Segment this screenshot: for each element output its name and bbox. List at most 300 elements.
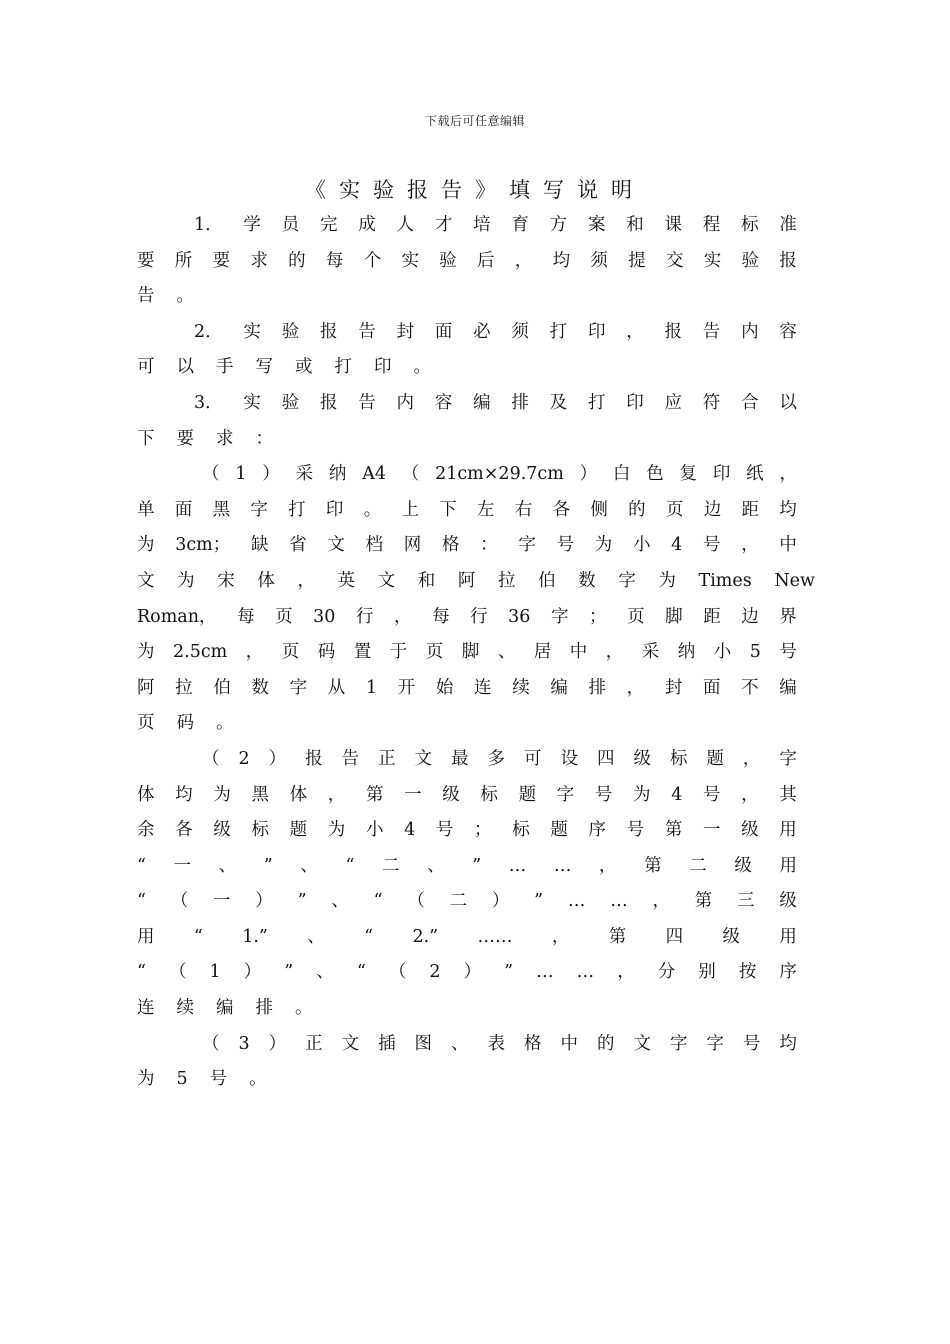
text-token: 3 [238,1033,250,1054]
text-line [137,635,797,671]
text-token: 。 [216,713,234,734]
text-token: 。 [295,998,313,1019]
text-line [137,991,797,1027]
text-token: 及 [549,392,568,413]
text-token: 小 [365,820,384,841]
text-token: 报 [664,321,683,342]
text-token: ， [551,926,570,947]
text-token: 设 [560,748,578,769]
text-token: 二 [382,855,400,876]
text-token: 标 [669,748,688,769]
text-line [137,778,797,814]
text-token: 体 [289,784,308,805]
text-token: “ [356,962,366,983]
text-token: 为 [594,535,613,556]
text-token: 告 [137,286,155,307]
text-token: 编 [779,677,797,698]
text-token: ” [534,891,544,912]
text-token: 可 [137,357,155,378]
text-token: 复 [679,464,698,485]
text-token: 均 [175,784,193,805]
text-token: 页 [275,606,293,627]
text-token: 打 [549,321,568,342]
text-token: ） [579,464,598,485]
text-line [137,884,797,920]
text-token: 的 [628,499,646,520]
text-line [137,208,797,244]
text-token: ， [742,748,761,769]
text-line [137,813,797,849]
text-token: ， [652,891,670,912]
text-token: 5 [749,642,761,663]
text-token: 体 [137,784,155,805]
text-token: 写 [255,357,273,378]
text-token: 码 [176,713,194,734]
text-token: 二 [689,855,707,876]
text-token: ” [472,855,482,876]
text-token: 文 [633,1033,651,1054]
text-token: 方 [549,215,568,235]
text-token: 成 [358,215,376,235]
text-token: ， [599,855,617,876]
text-token: 二 [449,891,468,912]
text-token: “ [364,926,374,947]
text-token: 级 [722,926,740,947]
text-token: （ [169,962,187,983]
text-token: 、 [497,642,516,663]
text-token: 应 [664,392,683,413]
text-token: ） [255,891,273,912]
text-token: 、 [331,891,349,912]
text-token: 表 [487,1033,506,1054]
text-token: 学 [243,215,261,235]
text-token: 小 [632,535,651,556]
text-token: 距 [703,606,721,627]
text-token: 伯 [213,677,231,698]
text-token: “ [137,962,146,983]
text-token: 各 [175,820,193,841]
text-token: 题 [518,784,537,805]
text-token: 、 [218,855,237,876]
text-token: 内 [741,321,759,342]
text-token: 余 [137,820,155,841]
text-token: 字 [518,535,536,556]
text-token: 用 [779,855,797,876]
text-token: （ [202,464,220,485]
text-token: 题 [289,820,308,841]
text-token: 右 [514,499,533,520]
text-token: 为 [137,1069,155,1090]
text-token: 准 [779,215,797,235]
text-token: 的 [288,250,306,271]
text-token: 、 [316,962,334,983]
text-token: 印 [626,392,644,413]
text-token: 字 [618,570,636,591]
text-token: 。 [413,357,431,378]
text-token: 连 [474,677,492,698]
text-token: 验 [439,250,457,271]
text-token: 页 [137,713,155,734]
text-token: 要 [176,428,194,449]
text-token: 采 [641,642,660,663]
text-token: 以 [176,357,194,378]
text-token: 三 [737,891,755,912]
text-line [137,493,797,529]
text-token: ， [394,606,412,627]
text-token: 告 [702,321,721,342]
text-token: 封 [396,321,415,342]
text-token: 中 [779,535,797,556]
text-token: 。 [363,499,382,520]
text-token: 采 [295,464,314,485]
text-token: ） [243,962,262,983]
text-token: 宋 [217,570,235,591]
text-token: 交 [665,250,684,271]
text-token: 为 [137,642,155,663]
text-token: 报 [319,321,338,342]
text-line [137,244,797,280]
text-token: ） [463,962,482,983]
text-token: （ [202,748,220,769]
text-token: 排 [255,998,273,1019]
text-token: 号 [626,820,645,841]
text-token: 边 [741,606,759,627]
text-token: 题 [550,820,568,841]
text-token: 号 [594,784,613,805]
text-token: 均 [552,250,571,271]
text-token: 缺 [250,535,269,556]
text-token: ， [514,250,533,271]
text-token: 码 [317,642,336,663]
text-token: 可 [524,748,542,769]
text-token: 行 [470,606,488,627]
text-token: ” [297,891,307,912]
text-token: 字 [250,499,268,520]
text-line [137,457,797,493]
text-token: ， [245,642,264,663]
text-token: ： [480,535,498,556]
text-token: 行 [355,606,374,627]
text-token: 一 [173,855,192,876]
body-text [137,208,815,1098]
text-token: 容 [779,321,797,342]
text-token: 4 [404,820,416,841]
text-token: 从 [327,677,346,698]
text-token: 分 [657,962,676,983]
text-token: Roman， [137,606,217,627]
text-token: 格 [441,535,460,556]
text-token: “ [193,926,203,947]
text-token: Times [698,570,752,591]
text-token: 号 [703,535,721,556]
text-token: 验 [281,321,300,342]
text-token: 一 [702,820,721,841]
text-token: 字 [779,748,797,769]
text-token: 按 [738,962,757,983]
text-token: 要 [212,250,231,271]
text-token: 第 [644,855,662,876]
text-token: 每 [432,606,450,627]
text-token: 和 [417,570,436,591]
text-token: 字 [556,784,575,805]
text-token: 培 [473,215,491,235]
text-token: ， [779,464,797,485]
text-token: 阿 [137,677,155,698]
text-token: 5 [176,1069,188,1090]
text-token: 用 [779,820,797,841]
text-token: 字 [669,1033,688,1054]
text-token: 2.5cm [173,642,228,663]
text-token: 级 [633,748,651,769]
text-token: 阿 [457,570,476,591]
text-token: 各 [552,499,571,520]
text-token: New [774,570,815,591]
text-token: 纸 [746,464,764,485]
text-token: … [508,855,527,876]
text-token: 续 [176,998,194,1019]
text-token: 所 [174,250,193,271]
text-token: ， [626,321,644,342]
text-token: 拉 [497,570,516,591]
text-token: 档 [365,535,384,556]
text-token: 须 [511,321,529,342]
text-token: 页 [425,642,444,663]
text-token: 连 [137,998,155,1019]
text-token: 四 [665,926,684,947]
text-token: 、 [427,855,445,876]
text-token: 白 [612,464,631,485]
text-token: 实 [243,392,261,413]
text-token: 均 [779,499,797,520]
text-line [137,671,797,707]
text-token: 课 [664,215,683,235]
text-token: 英 [337,570,356,591]
text-token: 其 [779,784,797,805]
text-token: 纳 [328,464,347,485]
text-token: 中 [560,1033,578,1054]
text-token: 一 [213,891,231,912]
text-token: 字 [706,1033,724,1054]
text-line [137,386,797,422]
text-line [137,315,797,351]
text-token: 内 [396,392,415,413]
text-token: … [567,891,586,912]
text-token: 编 [550,677,568,698]
text-token: （ [401,464,420,485]
text-token: 2． [194,321,223,342]
text-token: 文 [414,748,433,769]
text-token: 1 [365,677,378,698]
text-token: 才 [434,215,453,235]
text-token: 字 [551,606,569,627]
text-token: 印 [712,464,731,485]
text-token: 。 [249,1069,267,1090]
text-token: 育 [511,215,529,235]
text-token: 21cm×29.7cm [435,464,564,485]
text-token: 小 [713,642,732,663]
text-token: 左 [477,499,495,520]
text-token: 容 [434,392,453,413]
text-token: 最 [451,748,469,769]
text-token: 3． [194,392,223,413]
text-line [137,350,797,386]
text-line [137,600,797,636]
text-token: ” [263,855,273,876]
text-token: 中 [569,642,588,663]
text-token: 号 [742,1033,761,1054]
text-token: 文 [137,570,155,591]
text-token: 印 [374,357,392,378]
text-token: 号 [435,820,454,841]
text-token: 面 [702,677,721,698]
text-line [137,920,797,956]
text-token: 求 [216,428,234,449]
text-token: 脚 [665,606,683,627]
text-token: ， [327,784,346,805]
text-token: 续 [512,677,530,698]
text-token: 标 [480,784,498,805]
text-token: ， [741,535,759,556]
text-token: ” [284,962,294,983]
text-token: 标 [251,820,269,841]
text-token: 正 [305,1033,323,1054]
text-token: 人 [396,215,415,235]
text-token: 36 [508,606,531,627]
text-token: 2 [238,748,250,769]
text-token: 的 [596,1033,615,1054]
text-token: 色 [646,464,664,485]
text-token: 四 [596,748,615,769]
text-token: 省 [289,535,307,556]
text-token: 用 [779,926,797,947]
text-token: 。 [176,286,194,307]
text-token: 字 [289,677,308,698]
text-token: 3cm； [175,535,231,556]
text-token: 始 [435,677,454,698]
text-token: 黑 [212,499,231,520]
text-token: 封 [664,677,683,698]
text-token: 第 [664,820,683,841]
text-token: 排 [511,392,529,413]
text-token: 上 [401,499,419,520]
text-token: 级 [741,820,759,841]
text-token: 面 [434,321,453,342]
text-token: 报 [319,392,338,413]
text-token: 必 [473,321,491,342]
text-token: 图 [414,1033,433,1054]
text-token: 程 [702,215,721,235]
text-token: 后 [477,250,495,271]
text-token: （ [170,891,189,912]
text-token: 须 [590,250,608,271]
text-token: 个 [363,250,382,271]
text-token: 实 [401,250,419,271]
text-token: 30 [313,606,336,627]
text-token: “ [137,891,146,912]
text-token: 级 [213,820,231,841]
text-token: 正 [378,748,396,769]
text-token: 告 [341,748,360,769]
text-token: 编 [216,998,234,1019]
text-token: 标 [512,820,530,841]
text-token: 文 [327,535,345,556]
text-token: … [553,855,572,876]
text-token: 、 [300,855,318,876]
text-token: 第 [694,891,713,912]
text-token: 号 [779,642,797,663]
text-token: 网 [403,535,422,556]
text-token: 告 [358,321,376,342]
text-token: 格 [524,1033,542,1054]
text-token: … [536,962,554,983]
text-token: 页 [627,606,645,627]
text-token: 第 [365,784,384,805]
text-token: A4 [362,464,386,485]
text-token: 页 [281,642,300,663]
text-token: ， [741,784,759,805]
text-token: ， [297,570,315,591]
text-token: 数 [251,677,269,698]
text-token: 文 [377,570,396,591]
text-line [137,279,797,315]
text-token: … [576,962,595,983]
text-token: 侧 [590,499,608,520]
text-token: 要 [137,250,155,271]
text-token: 验 [281,392,300,413]
text-token: 一 [404,784,422,805]
text-token: ） [262,464,280,485]
text-token: … [610,891,628,912]
text-line [137,706,797,742]
text-token: 级 [779,891,797,912]
header-note: 下载后可任意编辑 [424,114,525,128]
text-token: 印 [325,499,344,520]
text-token: 纳 [677,642,696,663]
text-token: 验 [741,250,759,271]
text-token: 为 [327,820,346,841]
text-token: 文 [341,1033,360,1054]
text-token: 均 [779,1033,797,1054]
text-token: 为 [177,570,195,591]
text-line [137,849,797,885]
text-token: 报 [305,748,323,769]
text-token: 号 [556,535,575,556]
text-token: 用 [137,926,155,947]
text-token: “ [345,855,355,876]
text-token: 案 [587,215,606,235]
text-token: 员 [281,215,300,235]
text-token: ； [474,820,492,841]
text-token: 黑 [251,784,269,805]
text-token: 4 [671,535,683,556]
text-token: 打 [334,357,352,378]
text-token: 页 [665,499,684,520]
text-token: 下 [439,499,457,520]
text-token: ： [255,428,273,449]
text-token: 置 [353,642,372,663]
text-token: ） [268,1033,287,1054]
text-token: 伯 [538,570,556,591]
text-token: 面 [174,499,193,520]
text-line [137,1027,797,1063]
text-token: 边 [703,499,722,520]
text-token: 别 [698,962,716,983]
text-token: ， [617,962,635,983]
text-token: 开 [397,677,416,698]
text-token: 第 [608,926,627,947]
text-token: 级 [734,855,752,876]
text-token: “ [137,855,146,876]
